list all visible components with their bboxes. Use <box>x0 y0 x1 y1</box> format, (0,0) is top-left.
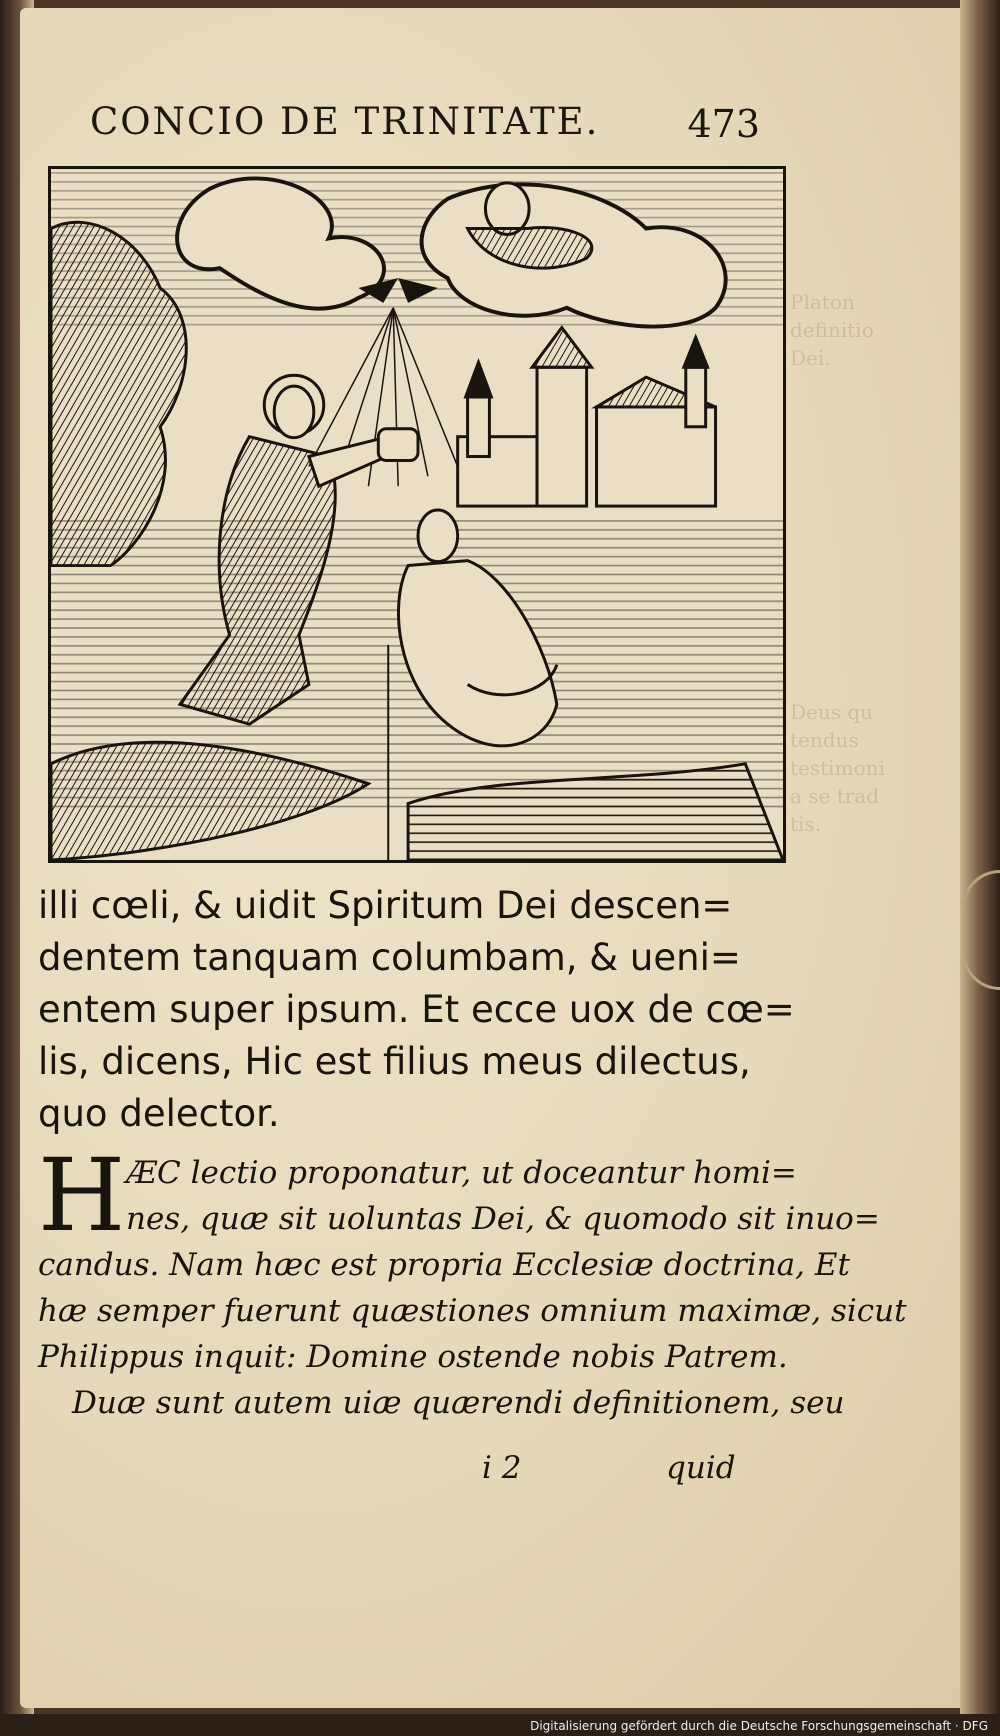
right-page-edge <box>960 0 1000 1736</box>
gospel-text-block <box>38 880 795 1140</box>
show-through-text: Platon definitio Dei. <box>790 290 874 370</box>
book-clasp <box>962 870 1000 990</box>
commentary-line: nes, quæ sit uoluntas Dei, & quomodo sit inuo= <box>126 1201 880 1237</box>
commentary-line: Philippus inquit: Domine ostende nobis Patrem. <box>38 1339 788 1375</box>
commentary-text-block <box>38 1137 907 1426</box>
commentary-line: candus. Nam hæc est propria Ecclesiæ doctrina, Et <box>38 1247 850 1283</box>
digitization-footer <box>0 1714 1000 1736</box>
signature-mark: i 2 <box>482 1450 522 1486</box>
catchword: quid <box>666 1450 736 1486</box>
gospel-line: quo delector. <box>38 1092 280 1135</box>
gospel-line: entem super ipsum. Et ecce uox de cœ= <box>38 988 795 1031</box>
gospel-line: lis, dicens, Hic est filius meus dilectus, <box>38 1040 751 1083</box>
baptism-woodcut-illustration <box>48 166 786 863</box>
commentary-line: hæ semper fuerunt quæstiones omnium maximæ, sicut <box>38 1293 907 1329</box>
gospel-line: illi cœli, & uidit Spiritum Dei descen= <box>38 884 733 927</box>
gospel-line: dentem tanquam columbam, & ueni= <box>38 936 741 979</box>
running-title: CONCIO DE TRINITATE. <box>90 100 600 143</box>
funding-credit: Digitalisierung gefördert durch die Deutsche Forschungsgemeinschaft · DFG <box>530 1719 988 1733</box>
page-header <box>90 100 760 148</box>
page-number: 473 <box>687 102 760 146</box>
drop-cap: H <box>38 1137 126 1254</box>
woodcut-image <box>51 169 783 860</box>
commentary-line: ÆC lectio proponatur, ut doceantur homi= <box>126 1155 797 1191</box>
commentary-line: Duæ sunt autem uiæ quærendi definitionem, seu <box>72 1385 845 1421</box>
show-through-text: Deus qu tendus testimoni a se trad tis. <box>790 700 885 836</box>
